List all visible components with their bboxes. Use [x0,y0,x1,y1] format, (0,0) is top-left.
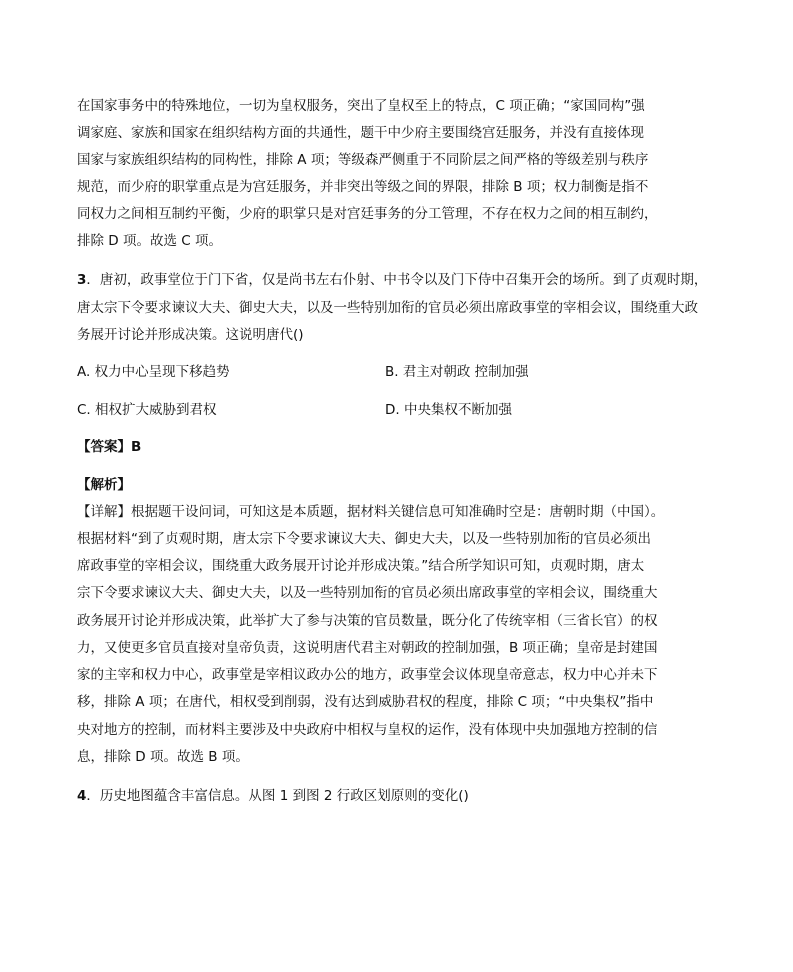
question-4-stem-text: ．历史地图蕴含丰富信息。从图 1 到图 2 行政区划原则的变化() [86,788,469,804]
detail-line-8: 移，排除 A 项；在唐代，相权受到削弱，没有达到威胁君权的程度，排除 C 项；“中央集权”指中 [77,694,654,710]
detail-line-5: 政务展开讨论并形成决策，此举扩大了参与决策的官员数量，既分化了传统宰相（三省长官）的权 [77,613,658,629]
question-4-number: 4 [77,788,87,804]
detail-line-10: 息，排除 D 项。故选 B 项。 [77,749,249,765]
question-4-stem [77,787,469,805]
detail-line-9: 央对地方的控制，而材料主要涉及中央政府中相权与皇权的运作，没有体现中央加强地方控制的信 [77,722,658,738]
detail-line-7: 家的主宰和权力中心，政事堂是宰相议政办公的地方，政事堂会议体现皇帝意志，权力中心并未下 [77,667,658,683]
detail-line-1: 【详解】根据题干设问词，可知这是本质题，据材料关键信息可知准确时空是：唐朝时期（中国）。 [77,504,665,520]
detail-line-2: 根据材料“到了贞观时期，唐太宗下令要求谏议大夫、御史大夫，以及一些特别加衔的官员必须出 [77,531,651,547]
analysis-label: 【解析】 [77,477,131,493]
option-c: C. 相权扩大威胁到君权 [77,402,217,418]
question-3-stem-text: ．唐初，政事堂位于门下省，仅是尚书左右仆射、中书令以及门下侍中召集开会的场所。到了贞观时期， [86,272,708,288]
intro-line-6: 排除 D 项。故选 C 项。 [77,233,222,249]
option-a: A. 权力中心呈现下移趋势 [77,364,230,380]
intro-line-4: 规范，而少府的职掌重点是为宫廷服务，并非突出等级之间的界限，排除 B 项；权力制衡是指不 [77,179,649,195]
intro-line-3: 国家与家族组织结构的同构性，排除 A 项；等级森严侧重于不同阶层之间严格的等级差别与秩序 [77,152,649,168]
intro-line-2: 调家庭、家族和国家在组织结构方面的共通性，题干中少府主要围绕宫廷服务，并没有直接体现 [77,125,644,141]
detail-line-6: 力，又使更多官员直接对皇帝负责，这说明唐代君主对朝政的控制加强，B 项正确；皇帝是封建国 [77,640,658,656]
option-b: B. 君主对朝政 控制加强 [385,364,529,380]
question-3-stem-line-1 [77,271,707,289]
detail-line-4: 宗下令要求谏议大夫、御史大夫，以及一些特别加衔的官员必须出席政事堂的宰相会议，围绕重大 [77,585,658,601]
question-3-stem-line-3: 务展开讨论并形成决策。这说明唐代() [77,327,304,343]
question-3-number: 3 [77,272,87,288]
detail-line-3: 席政事堂的宰相会议，围绕重大政务展开讨论并形成决策。”结合所学知识可知，贞观时期，唐太 [77,558,645,574]
intro-line-1: 在国家事务中的特殊地位，一切为皇权服务，突出了皇权至上的特点，C 项正确；“家国同构”强 [77,98,645,114]
option-d: D. 中央集权不断加强 [385,402,512,418]
question-3-stem-line-2: 唐太宗下令要求谏议大夫、御史大夫，以及一些特别加衔的官员必须出席政事堂的宰相会议，围绕重大政 [77,300,698,316]
intro-line-5: 同权力之间相互制约平衡，少府的职掌只是对宫廷事务的分工管理，不存在权力之间的相互制约， [77,206,658,222]
answer-label: 【答案】B [77,439,142,455]
